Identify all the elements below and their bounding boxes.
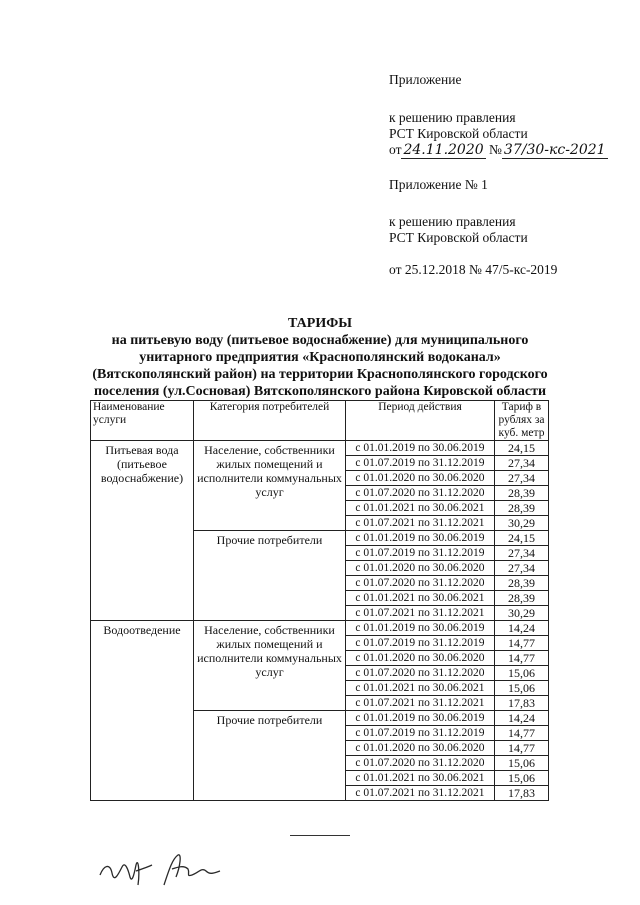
period-cell: с 01.01.2019 по 30.06.2019 [346,441,495,456]
period-cell: с 01.07.2019 по 31.12.2019 [346,456,495,471]
period-cell: с 01.07.2020 по 31.12.2020 [346,486,495,501]
tariff-value: 24,15 [495,531,549,546]
period-cell: с 01.07.2019 по 31.12.2019 [346,636,495,651]
header-period: Период действия [346,401,495,441]
tariff-value: 17,83 [495,696,549,711]
header-category: Категория потребителей [194,401,346,441]
tariff-value: 30,29 [495,606,549,621]
table-row [91,441,549,456]
period-cell: с 01.01.2021 по 30.06.2021 [346,501,495,516]
period-cell: с 01.07.2021 по 31.12.2021 [346,786,495,801]
period-cell: с 01.01.2020 по 30.06.2020 [346,471,495,486]
period-cell: с 01.01.2021 по 30.06.2021 [346,771,495,786]
decision-label: к решению правления [389,110,516,125]
period-cell: с 01.07.2020 по 31.12.2020 [346,756,495,771]
category-name: Прочие потребители [194,711,346,801]
tariff-value: 27,34 [495,471,549,486]
header-service: Наименование услуги [91,401,194,441]
tariff-value: 15,06 [495,756,549,771]
appendix-label: Приложение [389,72,462,87]
service-name: Питьевая вода (питьевое водоснабжение) [91,441,194,621]
org-label-2: РСТ Кировской области [389,230,528,245]
date-prefix: от [389,142,402,157]
number-prefix: № [489,142,502,157]
original-reference: от 25.12.2018 № 47/5-кс-2019 [389,262,558,277]
period-cell: с 01.01.2019 по 30.06.2019 [346,531,495,546]
tariff-value: 15,06 [495,666,549,681]
doc-title: ТАРИФЫ [288,316,352,331]
tariff-table [90,400,549,801]
category-name: Население, собственники жилых помещений и исполнители коммунальных услуг [194,441,346,531]
period-cell: с 01.07.2020 по 31.12.2020 [346,576,495,591]
period-cell: с 01.07.2019 по 31.12.2019 [346,546,495,561]
tariff-value: 14,24 [495,621,549,636]
category-name: Прочие потребители [194,531,346,621]
tariff-value: 15,06 [495,681,549,696]
tariff-value: 14,77 [495,651,549,666]
doc-subtitle-1: на питьевую воду (питьевое водоснабжение) для муниципального [111,333,529,348]
org-label: РСТ Кировской области [389,126,528,141]
tariff-value: 14,77 [495,741,549,756]
tariff-value: 14,77 [495,726,549,741]
decision-label-2: к решению правления [389,214,516,229]
tariff-body [91,441,549,801]
period-cell: с 01.01.2020 по 30.06.2020 [346,561,495,576]
period-cell: с 01.01.2020 по 30.06.2020 [346,741,495,756]
tariff-value: 17,83 [495,786,549,801]
tariff-value: 30,29 [495,516,549,531]
doc-subtitle-2: унитарного предприятия «Краснополянский водоканал» [139,350,501,365]
period-cell: с 01.07.2021 по 31.12.2021 [346,606,495,621]
bottom-divider [290,835,350,836]
tariff-value: 27,34 [495,561,549,576]
tariff-value: 28,39 [495,486,549,501]
appendix-number: Приложение № 1 [389,177,488,192]
signature-icon [92,845,242,900]
tariff-value: 27,34 [495,546,549,561]
tariff-value: 28,39 [495,591,549,606]
period-cell: с 01.07.2020 по 31.12.2020 [346,666,495,681]
tariff-value: 15,06 [495,771,549,786]
period-cell: с 01.01.2019 по 30.06.2019 [346,621,495,636]
period-cell: с 01.01.2021 по 30.06.2021 [346,591,495,606]
handwritten-number: 37/30-кс-2021 [503,142,606,158]
tariff-value: 28,39 [495,501,549,516]
period-cell: с 01.07.2021 по 31.12.2021 [346,516,495,531]
category-name: Население, собственники жилых помещений и исполнители коммунальных услуг [194,621,346,711]
service-name: Водоотведение [91,621,194,801]
period-cell: с 01.01.2019 по 30.06.2019 [346,711,495,726]
period-cell: с 01.07.2019 по 31.12.2019 [346,726,495,741]
tariff-value: 14,77 [495,636,549,651]
tariff-value: 14,24 [495,711,549,726]
doc-subtitle-4: поселения (ул.Сосновая) Вятскополянского района Кировской области [93,384,547,399]
tariff-value: 24,15 [495,441,549,456]
doc-subtitle-3: (Вятскополянский район) на территории Краснополянского городского [92,367,548,382]
handwritten-date: 24.11.2020 [403,142,484,158]
tariff-value: 28,39 [495,576,549,591]
decision-date-line [389,142,608,159]
period-cell: с 01.07.2021 по 31.12.2021 [346,696,495,711]
tariff-value: 27,34 [495,456,549,471]
period-cell: с 01.01.2020 по 30.06.2020 [346,651,495,666]
period-cell: с 01.01.2021 по 30.06.2021 [346,681,495,696]
table-row [91,621,549,636]
header-tariff: Тариф в рублях за куб. метр [495,401,549,441]
